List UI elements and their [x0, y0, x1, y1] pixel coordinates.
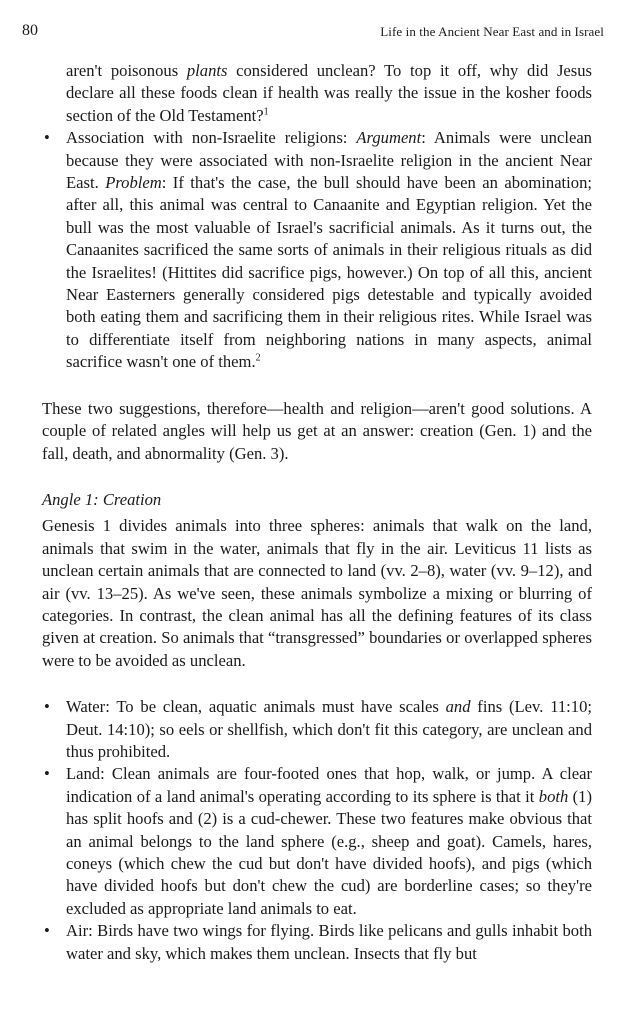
bullet-list-religion: [42, 127, 592, 373]
bullet-air: [42, 920, 592, 965]
text-run: (1) has split hoofs and (2) is a cud-chewer. These two features make obvious that an animal belongs to the land sphere (e.g., sheep and goat). Camels, hares, coneys (which chew the cud but don't have divided hoofs), and pigs (which have divided hoofs but don't chew the cud) are borderline cases; so they're excluded as appropriate land animals to eat.: [66, 786, 593, 918]
bullet-list-spheres: [42, 696, 592, 965]
footnote-marker: 1: [263, 106, 269, 118]
text-run: : If that's the case, the bull should have been an abomination; after all, this animal was central to Canaanite and Egyptian religion. Yet the bull was the most valuable of Israel's sacrificial animals. As it turns out, the Canaanites sacrificed the same sorts of animals in their religious rituals as did the Israelites! (Hittites did sacrifice pigs, however.) On top of all this, ancient Near Easterners generally considered pigs detestable and typically avoided both eating them and sacrificing them in their religious rites. While Israel was to differentiate itself from neighboring nations in many aspects, animal sacrifice wasn't one of them.: [66, 173, 592, 372]
page-header: [22, 18, 604, 40]
bullet-water: [42, 696, 592, 763]
footnote-marker: 2: [255, 352, 261, 364]
text-run: : Animals were unclean because they were associated with non-Israelite religion in the ancient Near East.: [66, 128, 592, 193]
text-run: aren't poisonous: [66, 61, 187, 80]
summary-paragraph: These two suggestions, therefore—health and religion—aren't good solutions. A couple of related angles will help us get at an answer: creation (Gen. 1) and the fall, death, and abnormality (Gen. 3).: [42, 398, 592, 463]
emphasis: both: [538, 786, 569, 806]
creation-paragraph: Genesis 1 divides animals into three spheres: animals that walk on the land, animals that swim in the water, animals that fly in the air. Leviticus 11 lists as unclean certain animals that are connected to land (vv. 2–8), water (vv. 9–12), and air (vv. 13–25). As we've seen, these animals symbolize a mixing or blurring of categories. In contrast, the clean animal has all the defining features of its class given at creation. So animals that “transgressed” boundaries or overlapped spheres were to be avoided as unclean.: [42, 516, 592, 670]
running-head: Life in the Ancient Near East and in Israel: [380, 24, 604, 39]
text-run: Association with non-Israelite religions:: [66, 128, 357, 148]
emphasis: and: [445, 697, 471, 717]
text-run: Air: Birds have two wings for flying. Birds like pelicans and gulls inhabit both water and sky, which makes them unclean. Insects that fly but: [66, 921, 592, 963]
text-run: fins (Lev. 11:10; Deut. 14:10); so eels or shellfish, which don't fit this category, are unclean and thus prohibited.: [66, 697, 592, 761]
emphasis: Problem: [105, 173, 162, 193]
bullet-continuation: [42, 60, 592, 127]
text-run: considered unclean? To top it off, why did Jesus declare all these foods clean if health was really the issue in the kosher foods section of the Old Testament?: [66, 61, 592, 125]
text-run: Land: Clean animals are four-footed ones that hop, walk, or jump. A clear indication of a land animal's operating according to its sphere is that it: [66, 764, 592, 806]
bullet-religion: [42, 127, 592, 373]
section-heading: Angle 1: Creation: [42, 489, 162, 509]
emphasis: plants: [186, 61, 228, 80]
text-run: Water: To be clean, aquatic animals must have scales: [66, 697, 446, 717]
page-body: [42, 60, 592, 965]
page-number: 80: [22, 22, 38, 39]
bullet-land: [42, 763, 592, 920]
emphasis: Argument: [356, 128, 422, 148]
